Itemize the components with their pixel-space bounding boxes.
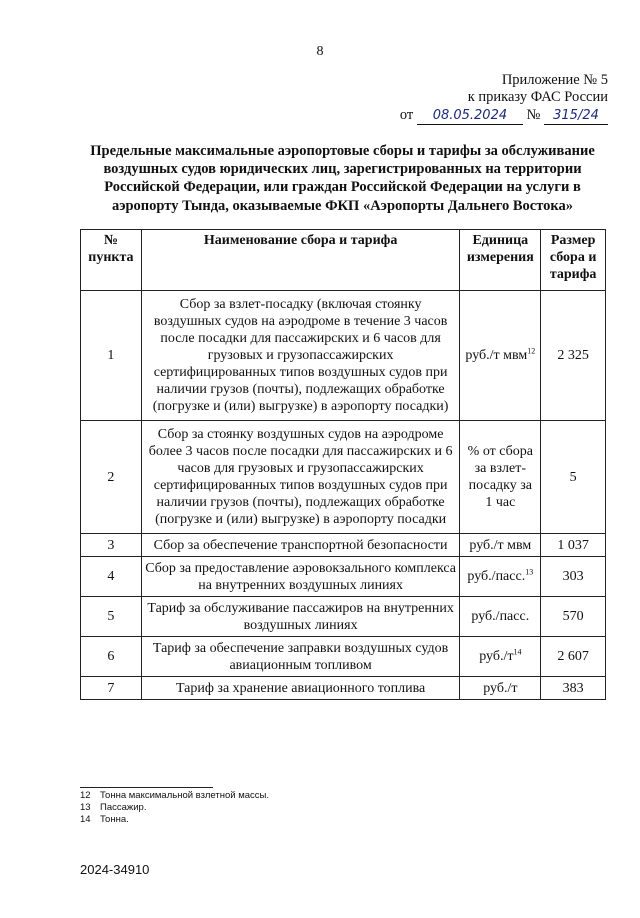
order-date-prefix: от — [399, 107, 414, 123]
cell-unit — [460, 597, 541, 637]
cell-num: 4 — [81, 557, 142, 597]
footnote-ref: 13 — [525, 567, 534, 577]
cell-unit-text: руб./т — [483, 680, 518, 696]
footnote-ref: 14 — [513, 647, 522, 657]
footnote-text: Тонна максимальной взлетной массы. — [100, 790, 269, 801]
cell-size: 570 — [541, 597, 606, 637]
cell-num: 5 — [81, 597, 142, 637]
cell-name: Тариф за хранение авиационного топлива — [141, 677, 460, 700]
cell-unit-text: руб./т — [479, 649, 514, 664]
appendix-title: Приложение № 5 — [501, 72, 608, 88]
header-name: Наименование сбора и тарифа — [141, 230, 460, 291]
footnote-item — [80, 790, 269, 802]
cell-name: Сбор за предоставление аэровокзального комплекса на внутренних воздушных линиях — [141, 557, 460, 597]
table-row — [81, 637, 606, 677]
order-number-label: № — [526, 107, 541, 123]
table-row — [81, 677, 606, 700]
page-number: 8 — [316, 44, 324, 59]
cell-unit-text: руб./т мвм — [465, 348, 528, 363]
order-date-number-line — [348, 107, 608, 125]
cell-name: Сбор за стоянку воздушных судов на аэродроме более 3 часов после посадки для пассажирских и 6 часов для грузовых и грузопассажирских сертифицированных типов воздушных судов при наличии грузов (почты), подлежащих обработке (погрузке и (или) выгрузке) в аэропорту посадки — [141, 421, 460, 534]
table-header-row — [81, 230, 606, 291]
cell-num: 6 — [81, 637, 142, 677]
cell-unit — [460, 534, 541, 557]
cell-name: Тариф за обеспечение заправки воздушных судов авиационным топливом — [141, 637, 460, 677]
cell-size: 303 — [541, 557, 606, 597]
cell-num: 3 — [81, 534, 142, 557]
table-row — [81, 421, 606, 534]
table-row — [81, 597, 606, 637]
cell-num: 1 — [81, 291, 142, 421]
footnote-text: Тонна. — [100, 814, 129, 825]
tariffs-table — [80, 229, 606, 700]
cell-size: 1 037 — [541, 534, 606, 557]
cell-size: 383 — [541, 677, 606, 700]
document-title: Предельные максимальные аэропортовые сборы и тарифы за обслуживание воздушных судов юридических лиц, зарегистрированных на территории Российской Федерации, или граждан Российской Федерации на услуги в аэропорту Тында, оказываемые ФКП «Аэропорты Дальнего Востока» — [90, 143, 595, 214]
cell-unit-text: руб./пасс. — [467, 569, 526, 584]
footnotes — [80, 790, 269, 826]
header-unit: Единица измерения — [460, 230, 541, 291]
cell-name: Тариф за обслуживание пассажиров на внутренних воздушных линиях — [141, 597, 460, 637]
cell-name: Сбор за обеспечение транспортной безопасности — [141, 534, 460, 557]
cell-num: 2 — [81, 421, 142, 534]
footnote-text: Пассажир. — [100, 802, 147, 813]
cell-unit — [460, 637, 541, 677]
footnote-number: 12 — [80, 790, 91, 801]
appendix-order-ref: к приказу ФАС России — [467, 89, 608, 105]
footnote-number: 14 — [80, 814, 91, 825]
order-number-handwritten: 315/24 — [544, 107, 608, 125]
footnote-item — [80, 802, 269, 814]
cell-unit — [460, 557, 541, 597]
cell-unit — [460, 421, 541, 534]
footnote-item — [80, 814, 269, 826]
footnote-number: 13 — [80, 802, 91, 813]
cell-unit-text: руб./т мвм — [469, 537, 532, 553]
cell-size: 2 325 — [541, 291, 606, 421]
cell-num: 7 — [81, 677, 142, 700]
cell-name: Сбор за взлет-посадку (включая стоянку воздушных судов на аэродроме в течение 3 часов после посадки для пассажирских и 6 часов для грузовых и грузопассажирских сертифицированных типов воздушных судов при наличии грузов (почты), подлежащих обработке (погрузке и (или) выгрузке) в аэропорту посадки) — [141, 291, 460, 421]
table-row — [81, 557, 606, 597]
footnote-ref: 12 — [527, 346, 536, 356]
footnote-separator — [80, 787, 213, 788]
appendix-block — [348, 72, 608, 125]
cell-size: 5 — [541, 421, 606, 534]
order-date-handwritten: 08.05.2024 — [417, 107, 523, 125]
header-num: № пункта — [81, 230, 142, 291]
table-row — [81, 291, 606, 421]
cell-unit — [460, 291, 541, 421]
header-size: Размер сбора и тарифа — [541, 230, 606, 291]
table-row — [81, 534, 606, 557]
cell-unit-text: % от сбора за взлет-посадку за 1 час — [467, 444, 533, 510]
table-body — [81, 291, 606, 700]
cell-unit-text: руб./пасс. — [471, 609, 530, 624]
document-id: 2024-34910 — [80, 862, 150, 877]
cell-unit — [460, 677, 541, 700]
cell-size: 2 607 — [541, 637, 606, 677]
